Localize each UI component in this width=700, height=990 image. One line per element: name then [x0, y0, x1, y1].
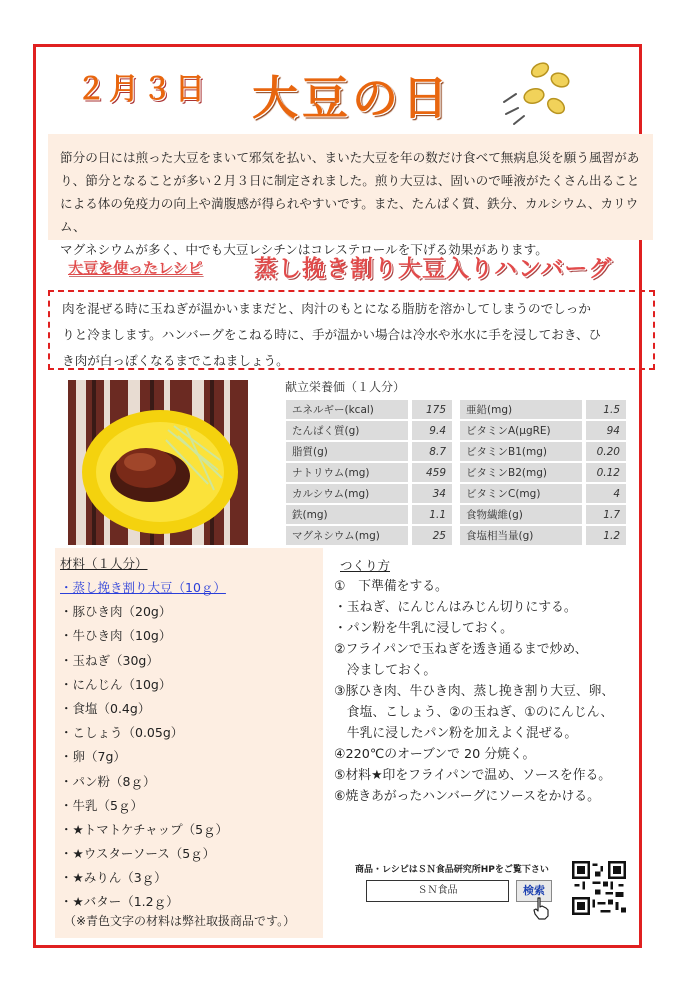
hamburg-steak-photo	[68, 380, 248, 545]
search-input[interactable]: ＳＮ食品	[366, 880, 509, 902]
steps-list	[334, 576, 614, 807]
footer-note: 商品・レシピはＳＮ食品研究所HPをご覧下さい	[355, 865, 549, 875]
ingredients-note: （※青色文字の材料は弊社取扱商品です。）	[64, 914, 296, 928]
intro-text	[48, 134, 653, 257]
list-item: ・★トマトケチャップ（5ｇ）	[60, 821, 229, 837]
nutrient-value: 459	[412, 463, 452, 482]
intro-line: マグネシウムが多く、中でも大豆レシチンはコレステロールを下げる効果があります。	[60, 242, 548, 257]
date-title: ２月３日	[76, 72, 208, 107]
nutrition-title: 献立栄養価（１人分）	[285, 380, 406, 394]
list-item: ・牛ひき肉（10g）	[60, 628, 172, 644]
nutrient-label: 食塩相当量(g)	[460, 526, 582, 545]
tip-line: りと冷まします。ハンバーグをこねる時に、手が温かい場合は冷水や氷水に手を浸しておき、ひ	[62, 327, 602, 342]
nutrient-value: 8.7	[412, 442, 452, 461]
list-item: ・牛乳（5ｇ）	[60, 797, 143, 813]
step-line: ⑤材料★印をフライパンで温め、ソースを作る。	[334, 768, 612, 783]
step-line: 冷ましておく。	[334, 663, 437, 678]
step-line: ⑥焼きあがったハンバーグにソースをかける。	[334, 789, 600, 804]
nutrition-table	[282, 398, 630, 547]
nutrient-label: ナトリウム(mg)	[286, 463, 408, 482]
list-item: ・卵（7g）	[60, 749, 126, 765]
list-item: ・こしょう（0.05g）	[60, 725, 184, 741]
nutrient-label: たんぱく質(g)	[286, 421, 408, 440]
step-line: ・パン粉を牛乳に浸しておく。	[334, 621, 513, 636]
nutrient-label: エネルギー(kcal)	[286, 400, 408, 419]
list-item: ・豚ひき肉（20g）	[60, 604, 172, 620]
nutrient-value: 1.7	[586, 505, 626, 524]
step-line: 牛乳に浸したパン粉を加えよく混ぜる。	[334, 726, 578, 741]
intro-line: り、節分となることが多い２月３日に制定されました。煎り大豆は、固いので唾液がたくさん出ること	[60, 173, 640, 188]
list-item: ・パン粉（8ｇ）	[60, 773, 156, 789]
intro-line: による体の免疫力の向上や満腹感が得られやすいです。また、たんぱく質、鉄分、カルシウム、カリウム、	[60, 196, 639, 234]
table-row	[286, 526, 626, 545]
nutrient-label: 脂質(g)	[286, 442, 408, 461]
table-row	[286, 400, 626, 419]
steps-title: つくり方	[340, 558, 391, 573]
list-item: ・★みりん（3ｇ）	[60, 870, 167, 886]
step-line: ① 下準備をする。	[334, 579, 448, 594]
table-row	[286, 463, 626, 482]
nutrient-value: 0.20	[586, 442, 626, 461]
list-item: ・食塩（0.4g）	[60, 700, 151, 716]
nutrient-label: 亜鉛(mg)	[460, 400, 582, 419]
nutrient-value: 175	[412, 400, 452, 419]
step-line: ・玉ねぎ、にんじんはみじん切りにする。	[334, 600, 577, 615]
search-button[interactable]: 検索	[516, 880, 552, 902]
list-item[interactable]	[60, 578, 228, 602]
tip-line: 肉を混ぜる時に玉ねぎが温かいままだと、肉汁のもとになる脂肪を溶かしてしまうのでしっか	[62, 301, 591, 316]
nutrient-label: カルシウム(mg)	[286, 484, 408, 503]
step-line: ④220℃のオーブンで 20 分焼く。	[334, 747, 536, 762]
nutrient-value: 1.5	[586, 400, 626, 419]
list-item: ・★バター（1.2ｇ）	[60, 894, 179, 910]
product-link[interactable]: ・蒸し挽き割り大豆（10ｇ）	[60, 580, 226, 595]
table-row	[286, 421, 626, 440]
soybeans-icon	[498, 58, 580, 132]
tip-box	[48, 290, 655, 370]
nutrient-label: ビタミンB1(mg)	[460, 442, 582, 461]
nutrient-value: 94	[586, 421, 626, 440]
ingredients-list	[60, 578, 228, 917]
step-line: 食塩、こしょう、②の玉ねぎ、①のにんじん、	[334, 705, 614, 720]
tip-line: き肉が白っぽくなるまでこねましょう。	[62, 353, 289, 368]
ingredients-title: 材料（１人分）	[60, 556, 148, 571]
intro-line: 節分の日には煎った大豆をまいて邪気を払い、まいた大豆を年の数だけ食べて無病息災を願う風習があ	[60, 150, 640, 165]
page-title: 大豆の日	[252, 71, 452, 125]
nutrient-value: 1.2	[586, 526, 626, 545]
nutrient-value: 4	[586, 484, 626, 503]
table-row	[286, 484, 626, 503]
qr-code-icon[interactable]	[572, 861, 626, 915]
hand-cursor-icon	[531, 896, 551, 920]
nutrient-value: 9.4	[412, 421, 452, 440]
list-item: ・玉ねぎ（30g）	[60, 652, 159, 668]
nutrient-label: ビタミンA(μgRE)	[460, 421, 582, 440]
nutrient-value: 0.12	[586, 463, 626, 482]
step-line: ③豚ひき肉、牛ひき肉、蒸し挽き割り大豆、卵、	[334, 684, 615, 699]
recipe-label: 大豆を使ったレシピ	[68, 259, 203, 277]
nutrient-value: 1.1	[412, 505, 452, 524]
step-line: ②フライパンで玉ねぎを透き通るまで炒め、	[334, 642, 588, 657]
nutrient-value: 25	[412, 526, 452, 545]
nutrient-label: ビタミンB2(mg)	[460, 463, 582, 482]
nutrient-value: 34	[412, 484, 452, 503]
list-item: ・★ウスターソース（5ｇ）	[60, 846, 216, 862]
nutrient-label: ビタミンC(mg)	[460, 484, 582, 503]
table-row	[286, 505, 626, 524]
nutrient-label: マグネシウム(mg)	[286, 526, 408, 545]
table-row	[286, 442, 626, 461]
recipe-name: 蒸し挽き割り大豆入りハンバーグ	[254, 256, 613, 282]
nutrient-label: 食物繊維(g)	[460, 505, 582, 524]
list-item: ・にんじん（10g）	[60, 676, 172, 692]
nutrient-label: 鉄(mg)	[286, 505, 408, 524]
